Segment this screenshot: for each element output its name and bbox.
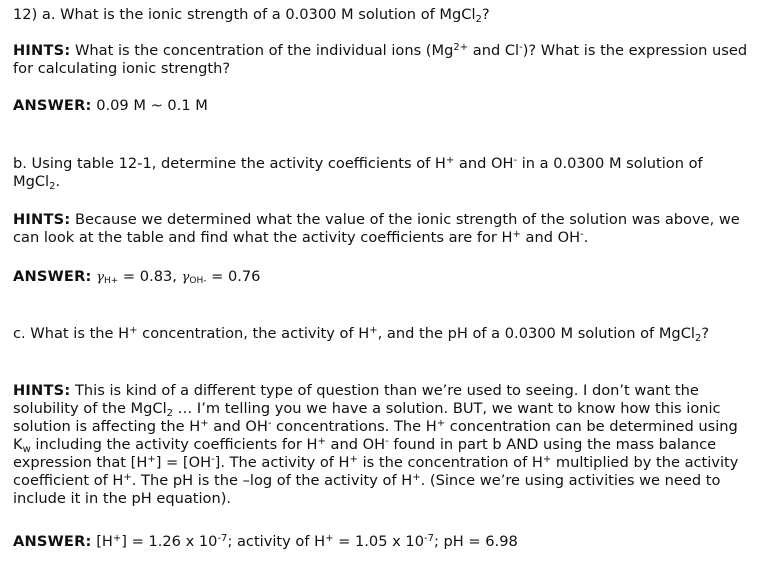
text-run: +: [112, 533, 122, 544]
answer-label: ANSWER:: [13, 97, 92, 114]
text-run: +: [123, 472, 132, 483]
text-run: 2+: [453, 42, 469, 53]
text-run: +: [349, 454, 358, 465]
text-run: w: [22, 444, 31, 455]
text-run: +: [147, 454, 156, 465]
hints-12a-text: What is the concentration of the individual ions ($Mg^{2+}$ and Cl-)? What is the expression used for calculating ionic strength?: [13, 42, 748, 77]
text-run: -: [580, 229, 584, 240]
text-run: γ: [181, 270, 190, 285]
text-run: 2: [49, 181, 56, 192]
hints-12a: [13, 42, 749, 78]
text-run: +: [542, 454, 552, 465]
text-run: +: [369, 325, 378, 336]
answer-12b-text: γH+ = 0.83, γOH- = 0.76: [96, 268, 261, 286]
answer-12c-text: [H+] = 1.26 x $10^{-7}$; activity of H+ = 1.05 x $10^{-7}$; pH = 6.98: [91, 533, 518, 550]
text-run: OH-: [189, 276, 207, 286]
hints-label: HINTS:: [13, 211, 71, 228]
text-run: +: [129, 325, 138, 336]
text-run: +: [412, 472, 421, 483]
hints-12c-text: This is kind of a different type of question than we’re used to seeing. I don’t want the solubility of the MgCl$_2$ … I’m telling you we have a solution. BUT, we want to know how this ionic solution is affecting the H+ and OH- concentrations. The H+ concentration can be determined using $K_w$ including the activity coefficients for H+ and OH- found in part b AND using the mass balance expression that [H+] = [OH-]. The activity of H+ is the concentration of H+ multiplied by the activity coefficient of H+. The pH is the –log of the activity of H+. (Since we’re using activities we need to include it in the pH equation).: [13, 382, 739, 507]
answer-label: ANSWER:: [13, 533, 92, 550]
text-run: +: [512, 229, 521, 240]
answer-12a: [13, 97, 749, 115]
question-12c: [13, 325, 749, 343]
text-run: -: [211, 454, 215, 465]
text-run: +: [445, 155, 455, 166]
text-run: 2: [166, 408, 174, 419]
question-12b: [13, 155, 749, 191]
question-12c-text: c. What is the H+ concentration, the activity of H+, and the pH of a 0.0300 M solution of MgCl$_2$?: [13, 325, 710, 344]
answer-12b: [13, 268, 749, 287]
answer-12a-text: 0.09 M ~ 0.1 M: [91, 97, 208, 114]
answer-12c: [13, 533, 749, 551]
hints-label: HINTS:: [13, 382, 71, 399]
text-run: +: [436, 418, 446, 429]
text-run: -7: [423, 533, 434, 544]
text-run: -: [513, 155, 518, 166]
text-run: -: [385, 436, 389, 447]
text-run: -: [519, 42, 523, 53]
hints-label: HINTS:: [13, 42, 71, 59]
question-12a-text: 12) a. What is the ionic strength of a 0.0300 M solution of MgCl$_2$?: [13, 6, 490, 25]
hints-12b: [13, 211, 749, 247]
text-run: γ: [96, 270, 104, 285]
answer-label: ANSWER:: [13, 268, 92, 285]
hints-12c: [13, 382, 749, 508]
text-run: -7: [217, 533, 228, 544]
text-run: +: [317, 436, 326, 447]
question-12a: [13, 6, 749, 24]
question-12b-text: b. Using table 12-1, determine the activity coefficients of H+ and OH- in a 0.0300 M solution of MgCl$_2$.: [13, 155, 703, 192]
text-run: 2: [475, 14, 482, 25]
text-run: +: [325, 533, 334, 544]
text-run: -: [267, 418, 272, 429]
text-run: 2: [694, 333, 702, 344]
text-run: +: [200, 418, 209, 429]
text-run: H+: [103, 276, 119, 286]
hints-12b-text: Because we determined what the value of the ionic strength of the solution was above, we can look at the table and find what the activity coefficients are for H+ and OH-.: [13, 211, 740, 246]
